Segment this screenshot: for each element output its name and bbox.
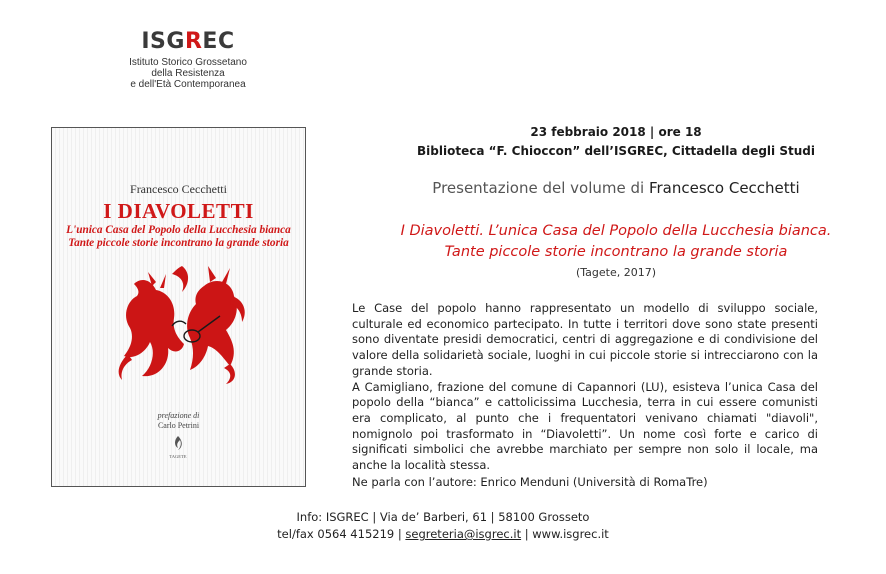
cover-subtitle-line2: Tante piccole storie incontrano la grande storia xyxy=(68,237,289,249)
footer-email-link[interactable]: segreteria@isgrec.it xyxy=(405,527,522,541)
footer-address: Info: ISGREC | Via de’ Barberi, 61 | 58100 Grosseto xyxy=(296,510,590,524)
body-text xyxy=(352,301,818,474)
event-place: Biblioteca “F. Chioccon” dell’ISGREC, Cittadella degli Studi xyxy=(417,144,815,158)
cover-preface-label: prefazione di xyxy=(157,411,200,420)
footer-contacts xyxy=(0,527,886,541)
cover-preface-name: Carlo Petrini xyxy=(157,421,200,430)
logo-word-part3: EC xyxy=(202,29,235,54)
logo-sub-line1: Istituto Storico Grossetano xyxy=(129,57,247,68)
cover-author: Francesco Cecchetti xyxy=(130,182,227,196)
book-cover xyxy=(51,127,306,487)
logo-word-part2: R xyxy=(184,29,203,54)
presentation-prefix: Presentazione del volume di xyxy=(432,179,649,197)
event-date: 23 febbraio 2018 | ore 18 xyxy=(530,125,702,139)
footer-separator: | xyxy=(521,527,533,541)
publisher-logo-text: TAGETE xyxy=(169,454,187,459)
book-title-line1: I Diavoletti. L’unica Casa del Popolo della Lucchesia bianca. xyxy=(400,223,832,239)
footer-website-link[interactable]: www.isgrec.it xyxy=(532,527,609,541)
logo-wordmark xyxy=(118,30,258,54)
isgrec-logo xyxy=(118,30,258,90)
book-title-line2: Tante piccole storie incontrano la grande storia xyxy=(444,244,788,260)
publisher-logo-icon xyxy=(168,434,188,462)
logo-word-part1: ISG xyxy=(141,29,185,54)
body-paragraph-2: A Camigliano, frazione del comune di Capannori (LU), esisteva l’unica Casa del popolo della “bianca” e cattolicissima Lucchesia, terra in cui essere comunisti era complicato, al punto che i frequentatori venivano chiamati "diavoli", nomignolo poi trasformato in “Diavoletti”. Un nome così forte e carico di significati simbolici che avrebbe marchiato per sempre non solo il locale, ma anche la località stessa. xyxy=(352,379,818,473)
body-paragraph-1: Le Case del popolo hanno rappresentato un modello di sviluppo sociale, culturale ed economico partecipato. In tutte i territori dove sono state presenti sono diventate presidi democratici, centri di aggregazione e di condivisione del valore della solidarietà sociale, luoghi in cui piccole storie si intrecciarono con la grande storia. xyxy=(352,301,818,378)
book-publisher: (Tagete, 2017) xyxy=(575,266,657,279)
logo-sub-line2: della Resistenza xyxy=(151,68,225,79)
cover-subtitle-line1: L'unica Casa del Popolo della Lucchesia bianca xyxy=(66,224,291,236)
logo-subtitle xyxy=(118,57,258,90)
presentation-author: Francesco Cecchetti xyxy=(648,179,800,197)
cover-title: I DIAVOLETTI xyxy=(103,199,254,223)
cover-subtitle xyxy=(52,224,305,250)
presentation-line xyxy=(346,179,886,197)
logo-sub-line3: e dell'Età Contemporanea xyxy=(130,79,246,90)
speaker-line: Ne parla con l’autore: Enrico Menduni (Università di RomaTre) xyxy=(352,475,708,489)
red-devils-illustration-icon xyxy=(112,256,252,386)
footer-phone: tel/fax 0564 415219 | xyxy=(277,527,406,541)
